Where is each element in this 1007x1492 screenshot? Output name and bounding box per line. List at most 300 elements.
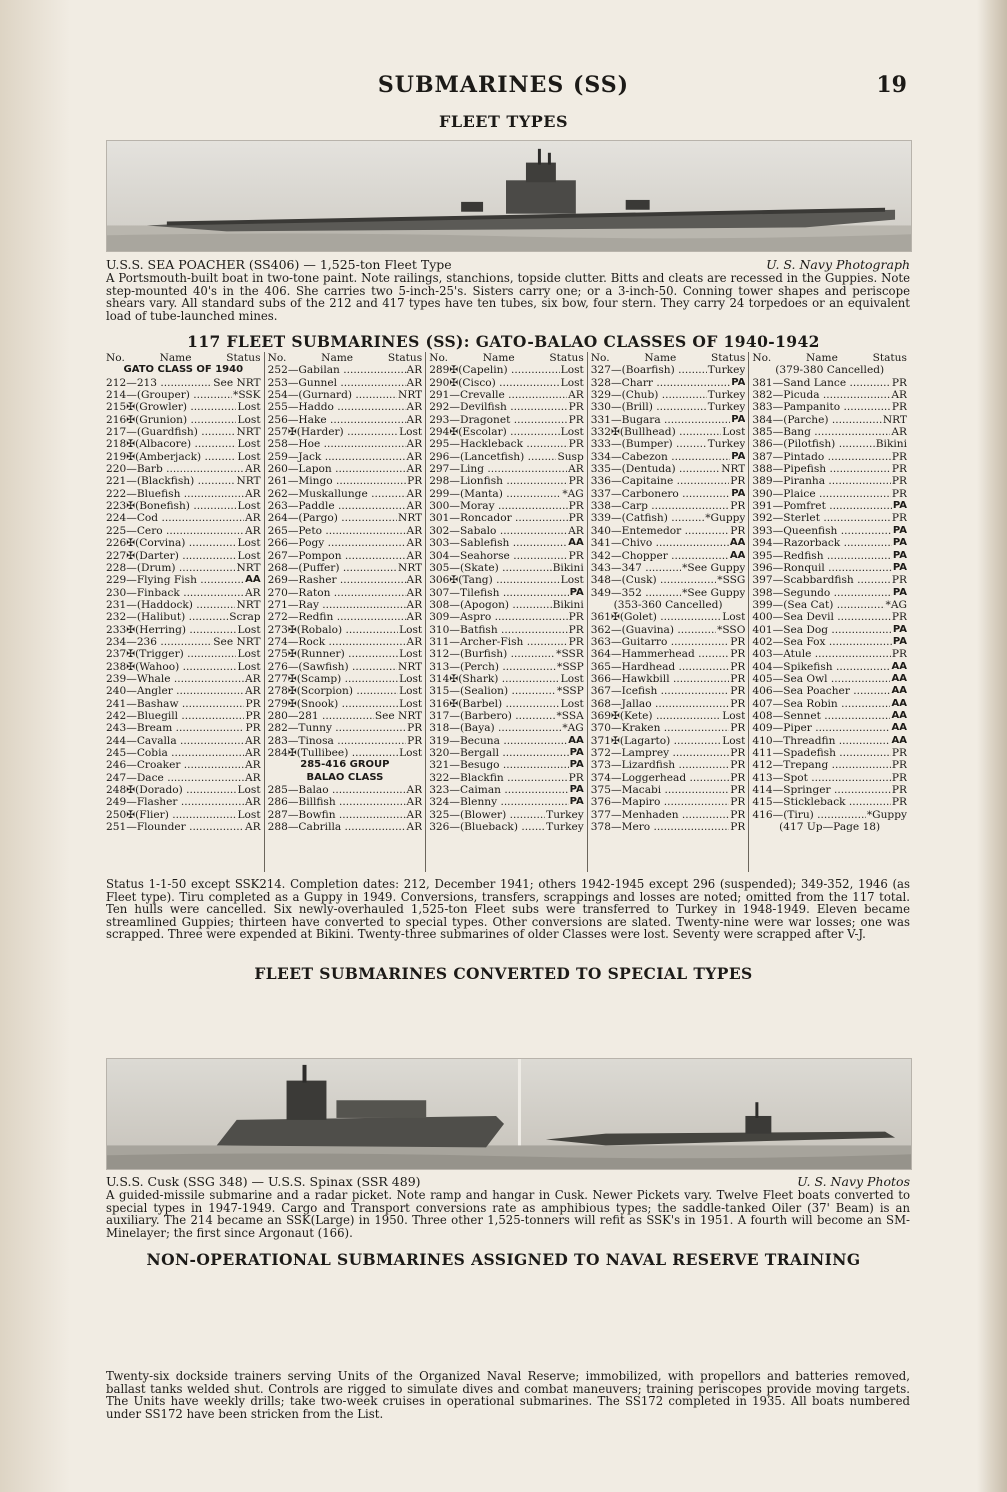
status-value: PA: [569, 747, 584, 758]
status-value: PR: [730, 685, 746, 698]
hull-number-name: 319—Becuna .....: [429, 735, 567, 747]
hull-number-name: 233✠(Herring) .....: [106, 624, 236, 636]
table-row: [429, 550, 584, 562]
status-value: Lost: [237, 438, 261, 451]
hull-number-name: 348—(Cusk) .....: [591, 574, 717, 586]
table-row: [591, 698, 746, 710]
hull-number-name: 272—Redfin .....: [268, 611, 406, 623]
table-row: [268, 648, 423, 660]
hull-number-name: 339—(Catfish) .....: [591, 512, 704, 524]
table-row: [429, 574, 584, 586]
status-value: Turkey: [707, 401, 746, 414]
table-row: [591, 772, 746, 784]
status-value: AR: [406, 808, 423, 821]
status-value: PA: [892, 586, 907, 598]
status-value: AA: [891, 685, 907, 697]
table-row: [591, 784, 746, 796]
hull-number-name: 277✠(Scamp) .....: [268, 673, 398, 685]
hull-number-name: 303—Sablefish .....: [429, 537, 567, 549]
hull-number-name: 238✠(Wahoo) .....: [106, 661, 236, 673]
class-heading: [268, 759, 423, 771]
class-heading-text: 285-416 GROUP: [300, 759, 390, 771]
status-value: NRT: [236, 475, 261, 488]
table-row: [429, 451, 584, 463]
table-row: [752, 500, 907, 512]
hull-number-name: 217—(Guardfish) .....: [106, 426, 235, 438]
table-row: [106, 389, 261, 401]
status-value: PR: [730, 747, 746, 759]
table-row: [106, 587, 261, 599]
table-row: [591, 747, 746, 759]
table-row: [752, 426, 907, 438]
table-row: [429, 512, 584, 524]
table-row: [752, 488, 907, 500]
hull-number-name: 222—Bluefish .....: [106, 488, 244, 500]
hull-number-name: 363—Guitarro .....: [591, 636, 729, 648]
status-value: PA: [731, 450, 746, 462]
hull-number-name: 250✠(Flier) .....: [106, 809, 236, 821]
table-row: [106, 772, 261, 784]
status-value: Lost: [399, 648, 423, 661]
status-value: See NRT: [374, 709, 423, 722]
hull-number-name: 257✠(Harder) .....: [268, 426, 398, 438]
table-row: [752, 685, 907, 697]
hull-number-name: 255—Haddo .....: [268, 401, 406, 413]
table-row: [106, 685, 261, 697]
table-row: [429, 661, 584, 673]
hull-number-name: 308—(Apogon) .....: [429, 599, 551, 611]
status-value: Lost: [399, 426, 423, 439]
status-value: Turkey: [546, 808, 584, 821]
hull-number-name: 414—Springer .....: [752, 784, 890, 796]
table-row: [752, 463, 907, 475]
status-value: AA: [891, 734, 907, 746]
status-value: PR: [730, 660, 746, 673]
hull-number-name: 406—Sea Poacher .....: [752, 685, 890, 697]
hull-number-name: 387—Pintado .....: [752, 451, 890, 463]
hull-number-name: 256—Hake .....: [268, 414, 406, 426]
status-value: AR: [244, 524, 261, 537]
hull-number-name: 400—Sea Devil .....: [752, 611, 890, 623]
column-header: [591, 352, 746, 364]
status-value: Lost: [237, 450, 261, 463]
status-value: Turkey: [546, 821, 584, 834]
status-value: Lost: [237, 648, 261, 661]
table-row: [268, 661, 423, 673]
table-row: [429, 784, 584, 796]
table-row: [429, 759, 584, 771]
table-row: [591, 438, 746, 450]
status-value: NRT: [721, 463, 746, 476]
table-row: [429, 401, 584, 413]
hull-number-name: 212—213 .....: [106, 377, 212, 389]
table-row: [106, 401, 261, 413]
hull-number-name: 293—Dragonet .....: [429, 414, 567, 426]
status-value: Lost: [237, 784, 261, 797]
table-row: [591, 488, 746, 500]
table-column: [748, 352, 910, 872]
status-value: Lost: [399, 747, 423, 759]
status-value: *SSO: [717, 623, 746, 636]
status-value: *AG: [562, 487, 584, 500]
status-value: PR: [891, 796, 907, 809]
hull-number-name: 327—(Boarfish) .....: [591, 364, 707, 376]
status-value: AR: [891, 426, 907, 439]
table-row: [591, 636, 746, 648]
status-value: PA: [569, 759, 584, 771]
hull-number-name: 362—(Guavina) .....: [591, 624, 716, 636]
status-value: PR: [568, 413, 584, 426]
status-value: Susp: [557, 450, 584, 463]
status-value: AA: [568, 734, 584, 746]
hull-number-name: 288—Cabrilla .....: [268, 821, 406, 833]
status-value: AR: [244, 685, 261, 698]
hull-number-name: 229—Flying Fish .....: [106, 574, 244, 586]
group-note: [752, 364, 907, 376]
cusk-spinax-photo: [106, 1058, 912, 1170]
status-value: Lost: [560, 697, 584, 710]
table-row: [106, 722, 261, 734]
status-value: AR: [406, 549, 423, 562]
hull-number-name: 298—Lionfish .....: [429, 475, 567, 487]
hull-number-name: 228—(Drum) .....: [106, 562, 235, 574]
hull-number-name: 334—Cabezon .....: [591, 451, 730, 463]
hull-number-name: 310—Batfish .....: [429, 624, 567, 636]
status-value: Lost: [560, 376, 584, 389]
status-value: Lost: [237, 808, 261, 821]
table-row: [268, 673, 423, 685]
column-header-status: Status: [226, 352, 261, 364]
table-row: [429, 414, 584, 426]
table-row: [268, 685, 423, 697]
table-row: [268, 784, 423, 796]
hull-number-name: 301—Roncador .....: [429, 512, 567, 524]
status-value: PR: [245, 697, 261, 710]
status-value: PR: [891, 487, 907, 500]
column-header-no: No.: [590, 352, 610, 364]
status-value: PA: [892, 623, 907, 635]
reserve-training-table: [106, 1270, 910, 1366]
photo1-credit: U. S. Navy Photograph: [766, 257, 910, 272]
table-row: [591, 426, 746, 438]
status-value: AR: [406, 574, 423, 587]
hull-number-name: 239—Whale .....: [106, 673, 244, 685]
status-value: AR: [406, 635, 423, 648]
status-value: PR: [891, 450, 907, 463]
hull-number-name: 323—Caiman .....: [429, 784, 568, 796]
status-value: AR: [244, 512, 261, 525]
table-row: [106, 796, 261, 808]
table-column: [264, 352, 426, 872]
status-value: AA: [891, 660, 907, 672]
sea-poacher-photo: [106, 140, 912, 252]
table-row: [752, 735, 907, 747]
status-value: AR: [406, 463, 423, 476]
status-value: AA: [245, 574, 261, 586]
hull-number-name: 241—Bashaw .....: [106, 698, 244, 710]
status-value: AR: [244, 463, 261, 476]
table-row: [268, 463, 423, 475]
column-header-no: No.: [752, 352, 772, 364]
column-header: [106, 352, 261, 364]
table-row: [429, 587, 584, 599]
table-row: [268, 377, 423, 389]
status-value: PR: [568, 549, 584, 562]
status-value: Scrap: [229, 611, 261, 624]
status-value: PA: [731, 487, 746, 499]
status-value: PR: [568, 771, 584, 784]
hull-number-name: 329—(Chub) .....: [591, 389, 707, 401]
hull-number-name: 237✠(Trigger) .....: [106, 648, 236, 660]
status-value: PR: [568, 623, 584, 636]
hull-number-name: 249—Flasher .....: [106, 796, 244, 808]
table-row: [752, 562, 907, 574]
hull-number-name: 408—Sennet .....: [752, 710, 890, 722]
hull-number-name: 232—(Halibut) .....: [106, 611, 228, 623]
hull-number-name: 337—Carbonero .....: [591, 488, 730, 500]
table-row: [268, 401, 423, 413]
table-row: [106, 710, 261, 722]
hull-number-name: 214—(Grouper) .....: [106, 389, 232, 401]
group-note: [752, 821, 907, 833]
hull-number-name: 364—Hammerhead .....: [591, 648, 729, 660]
photo2-description: A guided-missile submarine and a radar picket. Note ramp and hangar in Cusk. Newer Pickets vary. Twelve Fleet boats converted to special types in 1947-1949. Cargo and Transport conversions rate as amphibious types; the saddle-tanked Oiler (37' Beam) is an auxiliary. The 214 became an SSK(Large) in 1950. Three other 1,525-tonners will refit as SSK's in 1951. A fourth will become an SM-Minelayer; the first since Argonaut (166).: [106, 1188, 910, 1240]
hull-number-name: 331—Bugara .....: [591, 414, 730, 426]
status-value: *SSK: [233, 389, 261, 402]
table-row: [752, 648, 907, 660]
table-row: [268, 451, 423, 463]
column-header-status: Status: [387, 352, 423, 364]
special-types-table: [106, 984, 910, 1050]
table-row: [106, 463, 261, 475]
status-value: PR: [730, 635, 746, 648]
status-value: NRT: [882, 413, 907, 426]
hull-number-name: 397—Scabbardfish .....: [752, 574, 890, 586]
hull-number-name: 405—Sea Owl .....: [752, 673, 890, 685]
table-row: [752, 636, 907, 648]
table-row: [268, 562, 423, 574]
table-row: [591, 648, 746, 660]
hull-number-name: 224—Cod .....: [106, 512, 244, 524]
status-value: Lost: [722, 426, 746, 439]
hull-number-name: 218✠(Albacore) .....: [106, 438, 236, 450]
status-value: NRT: [236, 426, 261, 439]
table-row: [429, 710, 584, 722]
table-row: [268, 364, 423, 376]
status-value: PA: [892, 500, 907, 512]
status-value: PR: [568, 635, 584, 648]
status-value: PA: [731, 413, 746, 425]
photo2-credit: U. S. Navy Photos: [797, 1174, 910, 1189]
status-value: AR: [406, 438, 423, 451]
hull-number-name: 332✠(Bullhead) .....: [591, 426, 721, 438]
hull-number-name: 316✠(Barbel) .....: [429, 698, 559, 710]
hull-number-name: 282—Tunny .....: [268, 722, 406, 734]
status-value: PR: [891, 648, 907, 661]
status-value: Bikini: [552, 598, 584, 611]
hull-number-name: 388—Pipefish .....: [752, 463, 890, 475]
status-value: PA: [731, 376, 746, 388]
hull-number-name: 219✠(Amberjack) .....: [106, 451, 236, 463]
table-row: [752, 759, 907, 771]
table-row: [268, 611, 423, 623]
status-value: PA: [892, 635, 907, 647]
table-row: [429, 636, 584, 648]
table-row: [106, 747, 261, 759]
table-row: [106, 512, 261, 524]
hull-number-name: 349—352 .....: [591, 587, 681, 599]
hull-number-name: 270—Raton .....: [268, 587, 406, 599]
table-row: [429, 611, 584, 623]
table-row: [591, 796, 746, 808]
table-row: [752, 796, 907, 808]
column-header-status: Status: [872, 352, 907, 364]
table-row: [591, 463, 746, 475]
hull-number-name: 295—Hackleback .....: [429, 438, 567, 450]
column-header: [752, 352, 907, 364]
table-row: [591, 377, 746, 389]
class-heading-text: BALAO CLASS: [306, 771, 384, 783]
hull-number-name: 287—Bowfin .....: [268, 809, 406, 821]
hull-number-name: 320—Bergall .....: [429, 747, 568, 759]
hull-number-name: 314✠(Shark) .....: [429, 673, 559, 685]
table-row: [268, 747, 423, 759]
status-value: PR: [568, 611, 584, 624]
hull-number-name: 302—Sabalo .....: [429, 525, 567, 537]
group-note-text: (379-380 Cancelled): [775, 364, 885, 377]
table-row: [429, 389, 584, 401]
status-value: Lost: [237, 623, 261, 636]
hull-number-name: 223✠(Bonefish) .....: [106, 500, 236, 512]
table-row: [591, 414, 746, 426]
table-row: [752, 389, 907, 401]
hull-number-name: 251—Flounder .....: [106, 821, 244, 833]
status-value: PR: [891, 512, 907, 525]
table-row: [429, 525, 584, 537]
hull-number-name: 267—Pompon .....: [268, 550, 406, 562]
status-value: Lost: [399, 697, 423, 710]
table-row: [752, 550, 907, 562]
hull-number-name: 396—Ronquil .....: [752, 562, 891, 574]
fleet-status-note: Status 1-1-50 except SSK214. Completion dates: 212, December 1941; others 1942-1945 except 296 (suspended); 349-352, 1946 (as Fleet type). Tiru completed as a Guppy in 1949. Conversions, transfers, scrappings and losses are noted; omitted from the 117 total. Ten hulls were cancelled. Six newly-overhauled 1,525-ton Fleet subs were transferred to Turkey in 1948-1949. Eleven became streamlined Guppies; thirteen have converted to special types. Other conversions are slated. Twenty-nine were war losses; one was scrapped. Three were expended at Bikini. Twenty-three submarines of older Classes were lost. Seventy were scrapped after V-J.: [106, 877, 910, 942]
table-row: [106, 500, 261, 512]
status-value: *Guppy: [705, 512, 746, 525]
status-value: PR: [407, 722, 423, 735]
hull-number-name: 393—Queenfish .....: [752, 525, 891, 537]
status-value: AR: [406, 401, 423, 414]
status-value: AR: [244, 771, 261, 784]
hull-number-name: 342—Chopper .....: [591, 550, 729, 562]
status-value: AR: [244, 734, 261, 747]
table-row: [268, 698, 423, 710]
hull-number-name: 341—Chivo .....: [591, 537, 729, 549]
table-row: [268, 574, 423, 586]
status-value: AR: [406, 376, 423, 389]
column-header-no: No.: [429, 352, 449, 364]
hull-number-name: 292—Devilfish .....: [429, 401, 567, 413]
hull-number-name: 385—Bang .....: [752, 426, 890, 438]
status-value: Lost: [399, 672, 423, 685]
hull-number-name: 245—Cobia .....: [106, 747, 244, 759]
table-row: [429, 599, 584, 611]
table-row: [752, 710, 907, 722]
status-value: PA: [569, 796, 584, 808]
hull-number-name: 260—Lapon .....: [268, 463, 406, 475]
class-heading: [106, 364, 261, 376]
table-row: [106, 537, 261, 549]
class-heading: [268, 772, 423, 784]
hull-number-name: 326—(Blueback) .....: [429, 821, 545, 833]
status-value: AR: [406, 537, 423, 550]
table-row: [429, 475, 584, 487]
column-header: [268, 352, 423, 364]
status-value: PR: [568, 500, 584, 513]
status-value: PA: [892, 561, 907, 573]
table-row: [268, 537, 423, 549]
status-value: AA: [568, 537, 584, 549]
hull-number-name: 266—Pogy .....: [268, 537, 406, 549]
hull-number-name: 325—(Blower) .....: [429, 809, 545, 821]
status-value: PR: [730, 759, 746, 772]
table-row: [591, 611, 746, 623]
status-value: PR: [730, 784, 746, 797]
status-value: PA: [892, 524, 907, 536]
two-submarines-image: [107, 1059, 911, 1169]
status-value: NRT: [398, 512, 423, 525]
hull-number-name: 234—236 .....: [106, 636, 212, 648]
column-header-status: Status: [711, 352, 746, 364]
hull-number-name: 305—(Skate) .....: [429, 562, 551, 574]
table-row: [752, 414, 907, 426]
hull-number-name: 259—Jack .....: [268, 451, 406, 463]
status-value: PR: [730, 796, 746, 809]
hull-number-name: 407—Sea Robin .....: [752, 698, 890, 710]
table-row: [752, 377, 907, 389]
table-row: [752, 401, 907, 413]
hull-number-name: 307—Tilefish .....: [429, 587, 568, 599]
table-row: [752, 784, 907, 796]
hull-number-name: 246—Croaker .....: [106, 759, 244, 771]
table-row: [591, 525, 746, 537]
status-value: Lost: [722, 709, 746, 722]
status-value: PR: [407, 734, 423, 747]
status-value: *SSP: [557, 660, 584, 673]
hull-number-name: 382—Picuda .....: [752, 389, 890, 401]
table-row: [106, 574, 261, 586]
table-row: [752, 611, 907, 623]
hull-number-name: 395—Redfish .....: [752, 550, 891, 562]
hull-number-name: 258—Hoe .....: [268, 438, 406, 450]
table-row: [591, 685, 746, 697]
column-header: [429, 352, 584, 364]
hull-number-name: 365—Hardhead .....: [591, 661, 729, 673]
status-value: AR: [568, 389, 584, 402]
table-row: [268, 438, 423, 450]
hull-number-name: 253—Gunnel .....: [268, 377, 406, 389]
table-row: [429, 488, 584, 500]
status-value: Lost: [560, 364, 584, 377]
status-value: *SSR: [556, 648, 584, 661]
table-row: [429, 698, 584, 710]
status-value: See NRT: [213, 635, 261, 648]
photo1-caption: [106, 258, 910, 272]
hull-number-name: 278✠(Scorpion) .....: [268, 685, 398, 697]
table-row: [106, 599, 261, 611]
table-row: [268, 735, 423, 747]
status-value: AR: [568, 463, 584, 476]
table-row: [752, 599, 907, 611]
hull-number-name: 371✠(Lagarto) .....: [591, 735, 721, 747]
